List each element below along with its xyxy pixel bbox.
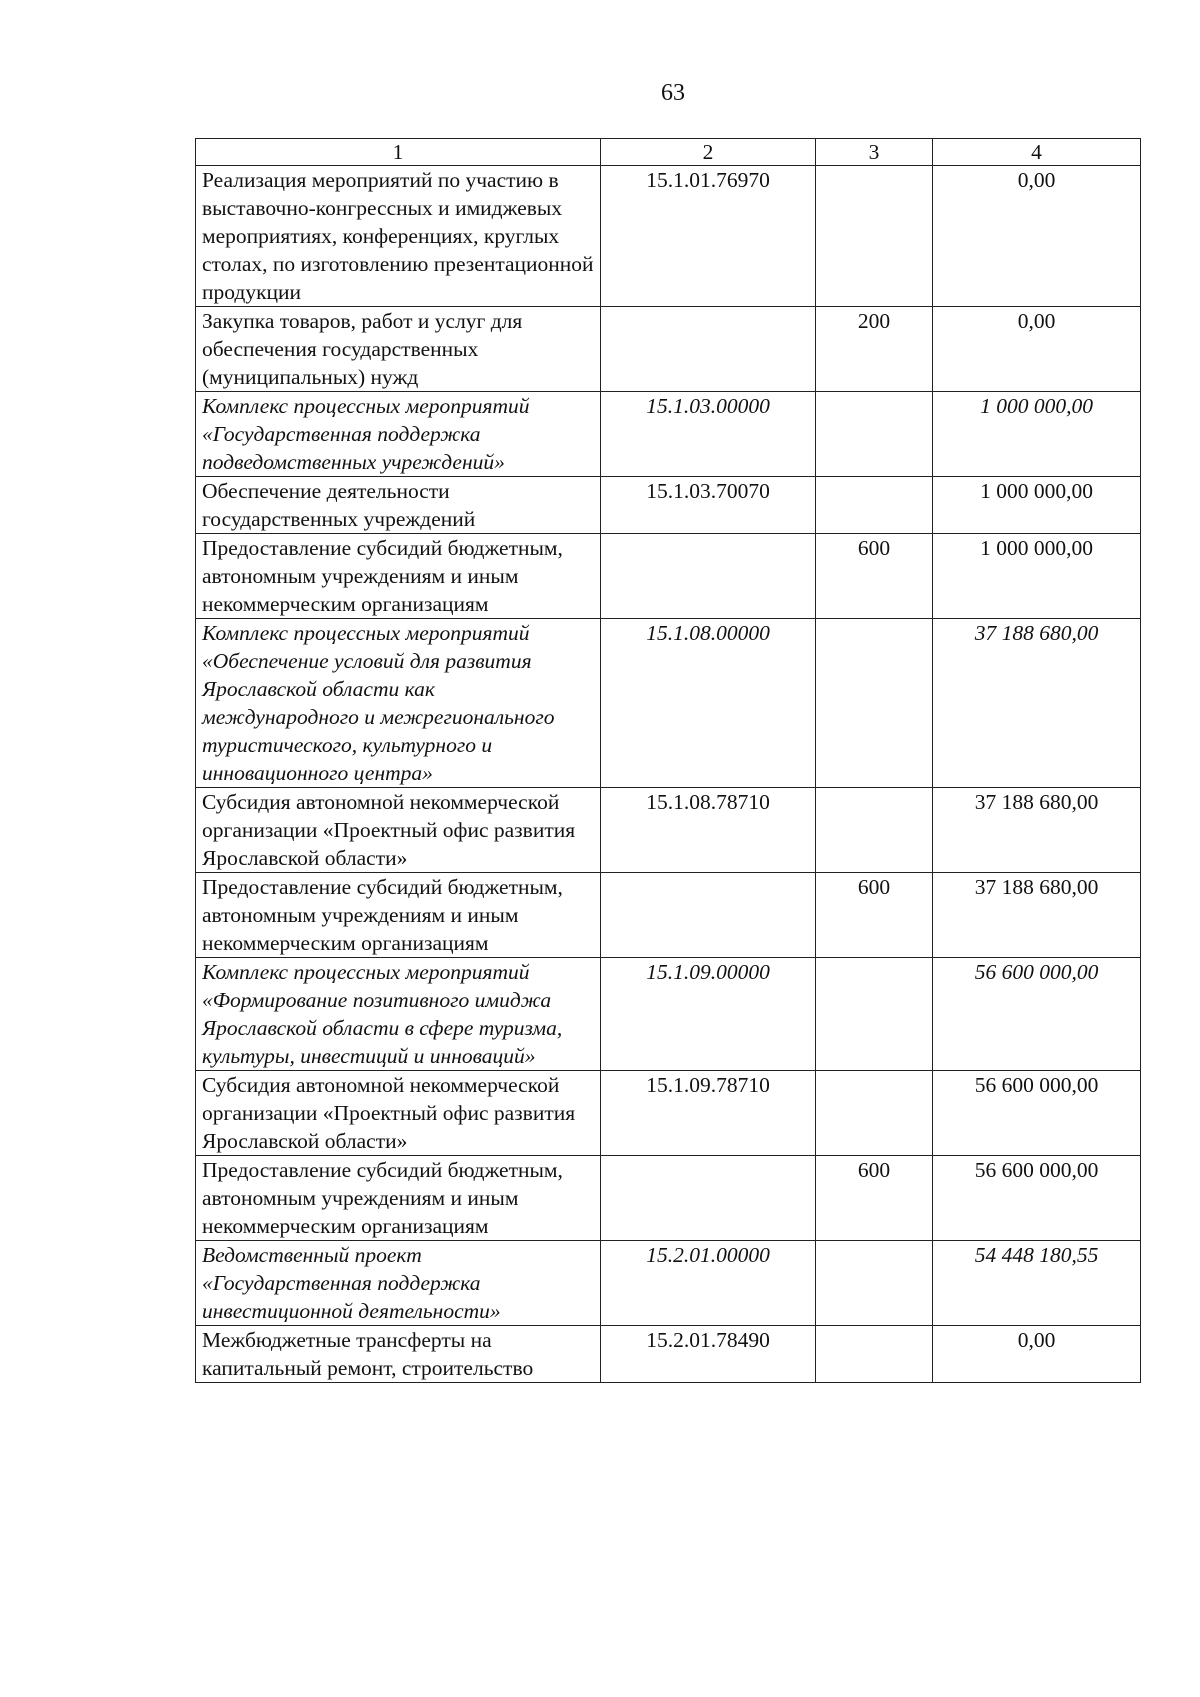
table-row xyxy=(196,788,1141,873)
table-row xyxy=(196,534,1141,619)
table-row xyxy=(196,1156,1141,1241)
row-type-cell xyxy=(816,1326,933,1383)
row-name-cell: Субсидия автономной некоммерческой организации «Проектный офис развития Ярославской области» xyxy=(196,788,601,873)
table-row xyxy=(196,392,1141,477)
row-amount-cell: 0,00 xyxy=(933,166,1141,307)
row-code-cell: 15.2.01.00000 xyxy=(601,1241,816,1326)
row-code-cell xyxy=(601,534,816,619)
row-amount-cell: 56 600 000,00 xyxy=(933,1156,1141,1241)
row-code-cell: 15.1.08.78710 xyxy=(601,788,816,873)
table-row xyxy=(196,1241,1141,1326)
header-col-4: 4 xyxy=(933,139,1141,166)
row-name-cell: Комплекс процессных мероприятий «Государственная поддержка подведомственных учреждений» xyxy=(196,392,601,477)
table-row xyxy=(196,1071,1141,1156)
row-code-cell: 15.1.09.78710 xyxy=(601,1071,816,1156)
page-number: 63 xyxy=(661,80,685,106)
row-name-cell: Предоставление субсидий бюджетным, автономным учреждениям и иным некоммерческим организациям xyxy=(196,534,601,619)
row-amount-cell: 0,00 xyxy=(933,1326,1141,1383)
row-code-cell: 15.1.08.00000 xyxy=(601,619,816,788)
table-row xyxy=(196,873,1141,958)
row-name-cell: Закупка товаров, работ и услуг для обеспечения государственных (муниципальных) нужд xyxy=(196,307,601,392)
budget-table xyxy=(195,138,1141,1383)
row-code-cell xyxy=(601,1156,816,1241)
table-row xyxy=(196,619,1141,788)
row-amount-cell: 1 000 000,00 xyxy=(933,534,1141,619)
table-body xyxy=(196,139,1141,1383)
row-type-cell: 600 xyxy=(816,1156,933,1241)
row-type-cell xyxy=(816,1071,933,1156)
row-name-cell: Субсидия автономной некоммерческой организации «Проектный офис развития Ярославской области» xyxy=(196,1071,601,1156)
row-code-cell xyxy=(601,307,816,392)
row-type-cell xyxy=(816,958,933,1071)
row-amount-cell: 0,00 xyxy=(933,307,1141,392)
header-col-2: 2 xyxy=(601,139,816,166)
row-code-cell: 15.2.01.78490 xyxy=(601,1326,816,1383)
table-row xyxy=(196,307,1141,392)
header-col-1: 1 xyxy=(196,139,601,166)
table-row xyxy=(196,166,1141,307)
row-amount-cell: 1 000 000,00 xyxy=(933,392,1141,477)
row-name-cell: Обеспечение деятельности государственных учреждений xyxy=(196,477,601,534)
row-amount-cell: 37 188 680,00 xyxy=(933,619,1141,788)
row-type-cell xyxy=(816,477,933,534)
row-amount-cell: 1 000 000,00 xyxy=(933,477,1141,534)
row-amount-cell: 37 188 680,00 xyxy=(933,873,1141,958)
row-amount-cell: 56 600 000,00 xyxy=(933,1071,1141,1156)
row-name-cell: Предоставление субсидий бюджетным, автономным учреждениям и иным некоммерческим организациям xyxy=(196,1156,601,1241)
row-type-cell xyxy=(816,619,933,788)
row-amount-cell: 37 188 680,00 xyxy=(933,788,1141,873)
table-header-row xyxy=(196,139,1141,166)
table-row xyxy=(196,958,1141,1071)
row-amount-cell: 56 600 000,00 xyxy=(933,958,1141,1071)
row-type-cell xyxy=(816,788,933,873)
row-name-cell: Предоставление субсидий бюджетным, автономным учреждениям и иным некоммерческим организациям xyxy=(196,873,601,958)
row-code-cell: 15.1.01.76970 xyxy=(601,166,816,307)
row-amount-cell: 54 448 180,55 xyxy=(933,1241,1141,1326)
row-code-cell xyxy=(601,873,816,958)
row-code-cell: 15.1.03.00000 xyxy=(601,392,816,477)
row-type-cell: 200 xyxy=(816,307,933,392)
row-code-cell: 15.1.03.70070 xyxy=(601,477,816,534)
row-name-cell: Ведомственный проект «Государственная поддержка инвестиционной деятельности» xyxy=(196,1241,601,1326)
row-name-cell: Комплекс процессных мероприятий «Обеспечение условий для развития Ярославской области как международного и межрегионального туристического, культурного и инновационного центра» xyxy=(196,619,601,788)
row-name-cell: Реализация мероприятий по участию в выставочно-конгрессных и имиджевых мероприятиях, конференциях, круглых столах, по изготовлению презентационной продукции xyxy=(196,166,601,307)
table-row xyxy=(196,1326,1141,1383)
row-type-cell: 600 xyxy=(816,873,933,958)
row-code-cell: 15.1.09.00000 xyxy=(601,958,816,1071)
header-col-3: 3 xyxy=(816,139,933,166)
row-type-cell xyxy=(816,392,933,477)
row-type-cell xyxy=(816,1241,933,1326)
table-row xyxy=(196,477,1141,534)
row-type-cell: 600 xyxy=(816,534,933,619)
row-type-cell xyxy=(816,166,933,307)
row-name-cell: Комплекс процессных мероприятий «Формирование позитивного имиджа Ярославской области в сфере туризма, культуры, инвестиций и инноваций» xyxy=(196,958,601,1071)
row-name-cell: Межбюджетные трансферты на капитальный ремонт, строительство xyxy=(196,1326,601,1383)
